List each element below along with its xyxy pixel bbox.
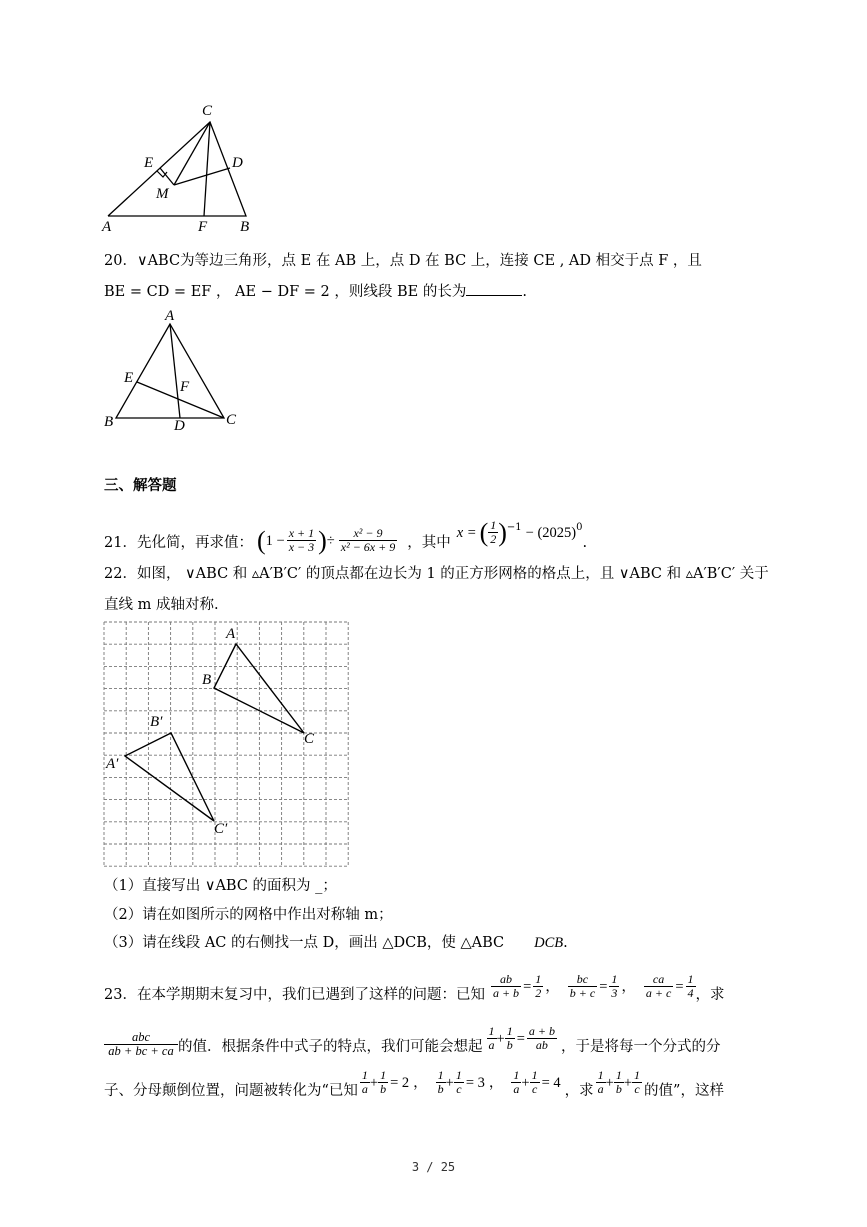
q22-sub3: （3）请在线段 AC 的右侧找一点 D，画出 △DCB，使 △ABC DCB.	[104, 935, 568, 951]
label-B2: B	[104, 414, 114, 430]
label-A: A	[102, 219, 112, 235]
q20-line2: BE = CD = EF ， AE − DF = 2 ，则线段 BE 的长为 .	[104, 281, 527, 301]
q21: 21．先化简，再求值： ( 1 − $\frac{x + 1}{x - 3}$ ) ÷ $\frac{\text{x² − 9}}{\text{x² − 6x + 9}}$ ，其中 x = ( $\frac{1}{2}$ ) $^{-1}$ − (2025) $^0$ .	[104, 517, 588, 555]
label-F: F	[198, 219, 208, 235]
section-heading: 三、解答题	[104, 478, 177, 494]
label-D: D	[232, 155, 243, 171]
grid-label-C1: C′	[214, 821, 228, 837]
q22-line2: 直线 m 成轴对称.	[104, 597, 219, 613]
label-A2: A	[165, 308, 175, 324]
q23-line2: $\frac{\text{abc}}{ab + bc + ca}$ 的值．根据条件中式子的特点，我们可能会想起 $\frac{1}{a}$ + $\frac{1}{b}$ = $\frac{a + b}{ab}$ ，于是将每一个分式的分	[104, 1016, 720, 1058]
grid-label-B1: B′	[150, 714, 163, 730]
grid-label-A1: A′	[106, 756, 119, 772]
label-E2: E	[124, 370, 134, 386]
q23-line1: 23．在本学期期末复习中，我们已遇到了这样的问题：已知 $\frac{ab}{a + b}$ = $\frac{1}{2}$ ， $\frac{bc}{b + c}$ = $\frac{1}{3}$ ， $\frac{ca}{a + c}$ = $\frac{1}{4}$ ，求	[104, 972, 725, 1003]
grid-label-C: C	[304, 731, 315, 747]
label-B: B	[240, 219, 250, 235]
q20-line1: 20．∨ABC为等边三角形，点 E 在 AB 上，点 D 在 BC 上，连接 CE , AD 相交于点 F ，且	[104, 253, 702, 269]
q22-sub1: （1）直接写出 ∨ABC 的面积为 _；	[104, 878, 337, 894]
label-C2: C	[226, 412, 237, 428]
label-E: E	[144, 155, 154, 171]
label-M: M	[156, 186, 169, 202]
grid-label-A: A	[226, 626, 236, 642]
grid-label-B: B	[202, 672, 212, 688]
label-D2: D	[174, 418, 185, 434]
q22-sub2: （2）请在如图所示的网格中作出对称轴 m；	[104, 907, 393, 923]
q23-line3: 子、分母颠倒位置，问题被转化为“已知 $\frac{1}{a}$ + $\frac{1}{b}$ = 2 ， $\frac{1}{b}$ + $\frac{1}{c}$ = 3 ， $\frac{1}{a}$ + $\frac{1}{c}$ = 4 ，求 $\frac{1}{a}$ + $\frac{1}{b}$ + $\frac{1}{c}$ 的值”，这样	[104, 1068, 724, 1099]
label-C: C	[202, 103, 213, 119]
page-number: 3 / 25	[411, 1160, 456, 1174]
q22-line1: 22．如图， ∨ABC 和 ▵A′B′C′ 的顶点都在边长为 1 的正方形网格的格点上，且 ∨ABC 和 ▵A′B′C′ 关于	[104, 566, 769, 582]
label-F2: F	[180, 379, 190, 395]
